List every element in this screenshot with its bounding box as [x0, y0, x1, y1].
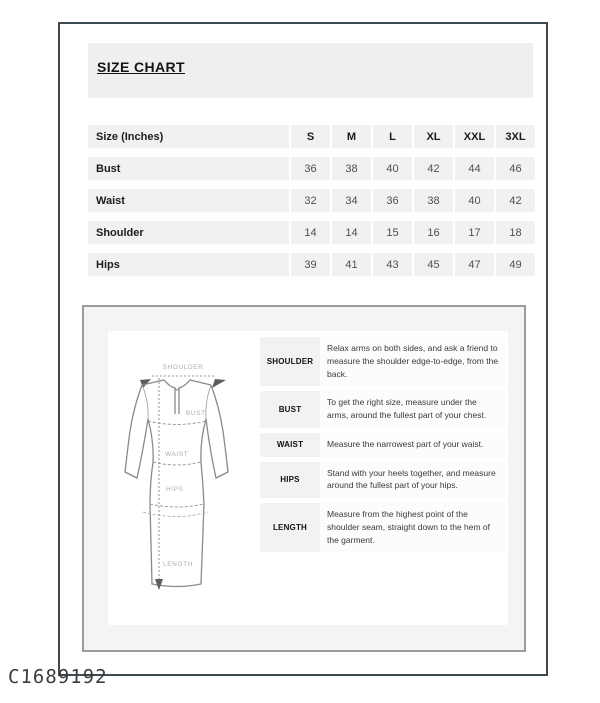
right-armhole-seam: [206, 385, 211, 419]
instruction-text: Relax arms on both sides, and ask a friend to measure the shoulder edge-to-edge, from the back.: [320, 337, 506, 386]
column-header-size: Size (Inches): [88, 125, 289, 148]
figure-label-shoulder: SHOULDER: [162, 364, 204, 371]
cell-value: 42: [414, 157, 453, 180]
row-label: Hips: [88, 253, 289, 276]
cell-value: 40: [455, 189, 494, 212]
size-table: [86, 116, 537, 285]
left-cuff: [125, 472, 137, 478]
instruction-text: Measure the narrowest part of your waist.: [320, 433, 506, 457]
column-header-xxl: XXL: [455, 125, 494, 148]
instruction-label: BUST: [260, 391, 320, 428]
cell-value: 36: [291, 157, 330, 180]
shoulder-arrow-right: [212, 379, 226, 388]
instruction-text: To get the right size, measure under the arms, around the fullest part of your chest.: [320, 391, 506, 428]
cell-value: 14: [332, 221, 371, 244]
cell-value: 39: [291, 253, 330, 276]
kurti-sketch: [110, 335, 260, 619]
instruction-label: SHOULDER: [260, 337, 320, 386]
table-row-hips: [88, 253, 535, 276]
cell-value: 44: [455, 157, 494, 180]
cell-value: 38: [414, 189, 453, 212]
bust-measure-line: [148, 421, 206, 425]
instruction-label: WAIST: [260, 433, 320, 457]
cell-value: 45: [414, 253, 453, 276]
product-code-watermark: C1689192: [7, 666, 108, 688]
figure-label-length: LENGTH: [163, 561, 193, 568]
figure-label-bust: BUST: [186, 410, 206, 417]
instruction-row-hips: [260, 462, 506, 499]
row-label: Shoulder: [88, 221, 289, 244]
cell-value: 17: [455, 221, 494, 244]
column-header-l: L: [373, 125, 412, 148]
measuring-instructions: [260, 337, 506, 557]
instruction-row-shoulder: [260, 337, 506, 386]
row-label: Bust: [88, 157, 289, 180]
page-title: SIZE CHART: [97, 59, 185, 75]
measuring-guide-inner: [108, 331, 508, 625]
instruction-row-bust: [260, 391, 506, 428]
hips-measure-line: [150, 504, 204, 507]
row-label: Waist: [88, 189, 289, 212]
instruction-label: HIPS: [260, 462, 320, 499]
cell-value: 14: [291, 221, 330, 244]
column-header-3xl: 3XL: [496, 125, 535, 148]
cell-value: 40: [373, 157, 412, 180]
kurti-measurement-diagram: [110, 335, 260, 619]
left-sleeve: [125, 385, 148, 478]
column-header-s: S: [291, 125, 330, 148]
cell-value: 34: [332, 189, 371, 212]
cell-value: 16: [414, 221, 453, 244]
neck-notch: [175, 388, 179, 390]
instruction-row-length: [260, 503, 506, 552]
cell-value: 43: [373, 253, 412, 276]
left-armhole-seam: [142, 385, 148, 419]
instruction-label: LENGTH: [260, 503, 320, 552]
waist-measure-line: [153, 462, 201, 465]
table-row-waist: [88, 189, 535, 212]
cell-value: 18: [496, 221, 535, 244]
figure-label-hips: HIPS: [166, 486, 184, 493]
cell-value: 42: [496, 189, 535, 212]
cell-value: 32: [291, 189, 330, 212]
instruction-text: Measure from the highest point of the shoulder seam, straight down to the hem of the garment.: [320, 503, 506, 552]
cell-value: 15: [373, 221, 412, 244]
outer-frame: [58, 22, 548, 676]
column-header-m: M: [332, 125, 371, 148]
table-row-shoulder: [88, 221, 535, 244]
table-row-bust: [88, 157, 535, 180]
title-band: [88, 43, 533, 98]
column-header-xl: XL: [414, 125, 453, 148]
cell-value: 41: [332, 253, 371, 276]
figure-label-waist: WAIST: [165, 451, 189, 458]
table-header-row: [88, 125, 535, 148]
cell-value: 47: [455, 253, 494, 276]
instruction-row-waist: [260, 433, 506, 457]
measuring-guide-box: [82, 305, 526, 652]
right-cuff: [216, 472, 228, 478]
cell-value: 46: [496, 157, 535, 180]
instruction-text: Stand with your heels together, and measure around the fullest part of your hips.: [320, 462, 506, 499]
neckline-placket: [142, 380, 211, 414]
cell-value: 36: [373, 189, 412, 212]
cell-value: 38: [332, 157, 371, 180]
cell-value: 49: [496, 253, 535, 276]
hips-wide-measure-line: [143, 512, 208, 517]
right-sleeve: [206, 385, 228, 478]
